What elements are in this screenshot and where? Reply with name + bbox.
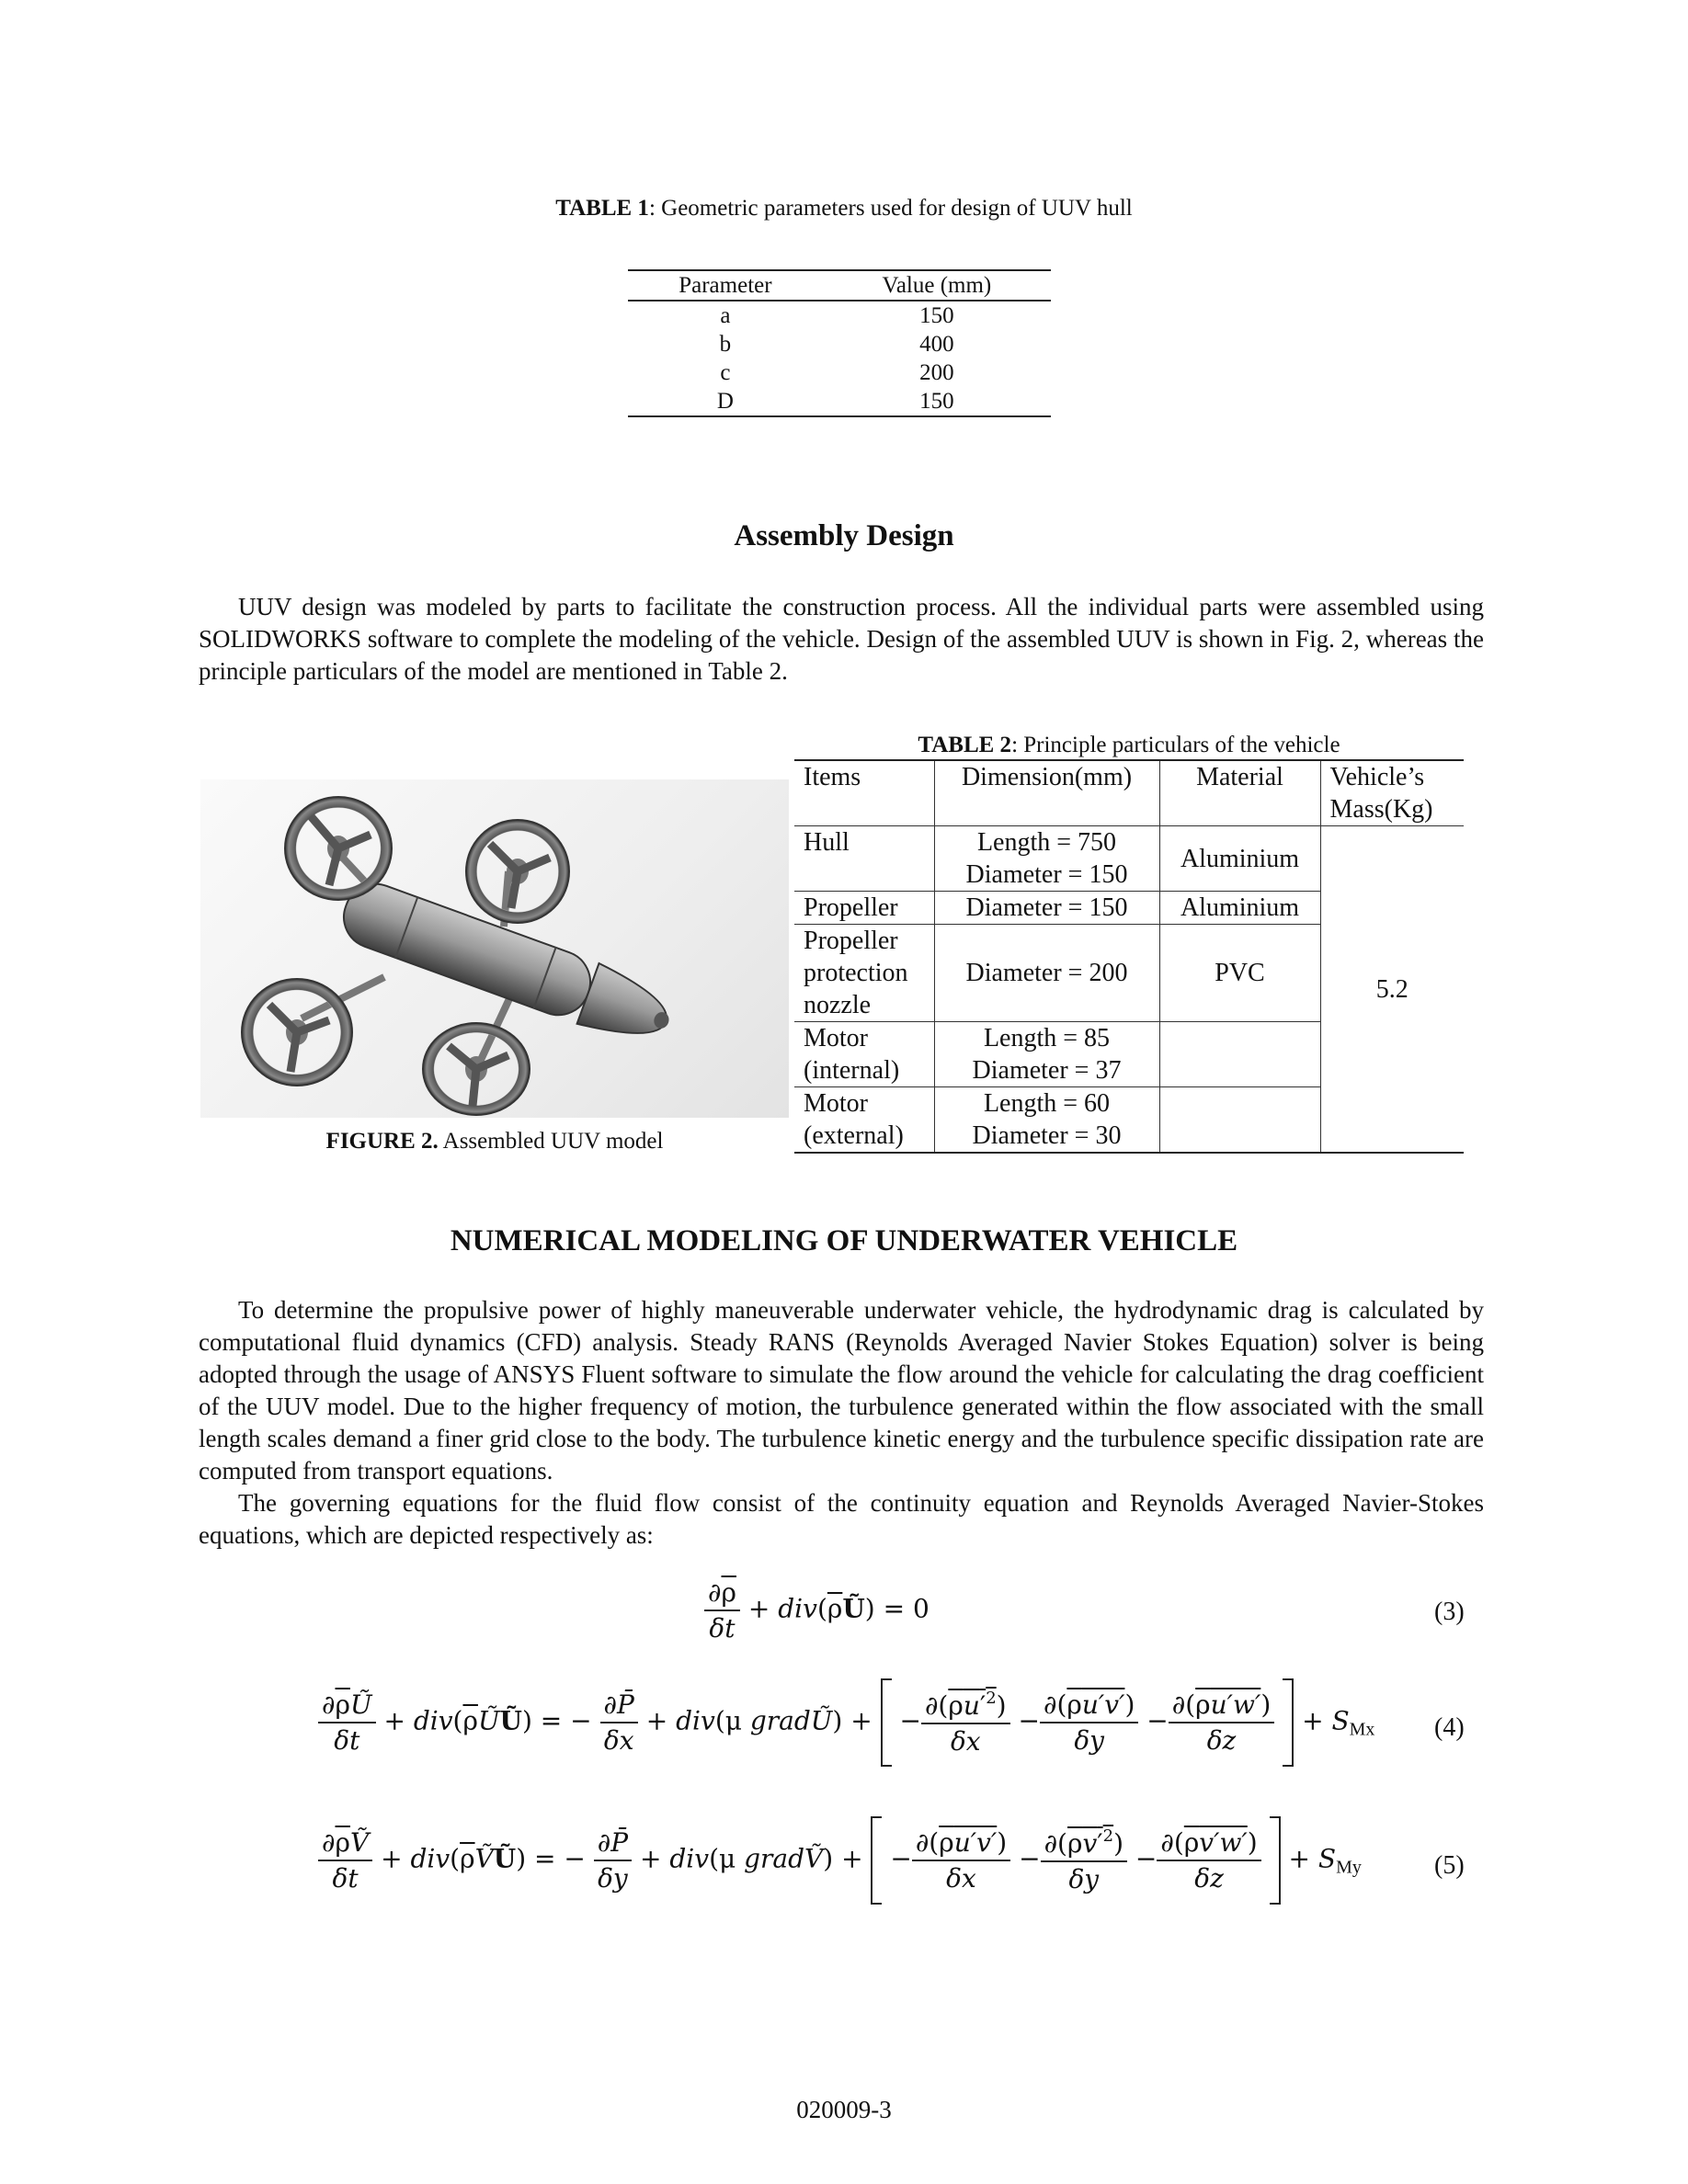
table-row: D 150 (628, 387, 1051, 416)
numerical-paragraph-2: The governing equations for the fluid flow consist of the continuity equation and Reynolds Averaged Navier-Stokes equations, which are depicted respectively as: (199, 1489, 1484, 1549)
table2 (794, 759, 1464, 1154)
table-row: Propeller protection nozzle Diameter = 200 PVC (794, 925, 1464, 1022)
assembly-paragraph: UUV design was modeled by parts to facilitate the construction process. All the individual parts were assembled using SOLIDWORKS software to complete the modeling of the vehicle. Design of the assembled UUV is shown in Fig. 2, whereas the principle particulars of the model are mentioned in Table 2. (199, 593, 1484, 685)
table-row: Motor (external) Length = 60 Diameter = 30 (794, 1087, 1464, 1154)
table2-caption: TABLE 2: Principle particulars of the vehicle (918, 733, 1340, 757)
table-row: c 200 (720, 360, 954, 385)
table-row: a 150 (720, 303, 954, 328)
section-heading-assembly: Assembly Design (734, 519, 954, 552)
table-row: Propeller Diameter = 150 Aluminium (794, 892, 1464, 925)
table-row: Motor (internal) Length = 85 Diameter = 37 (794, 1022, 1464, 1087)
table1-header-value: Value (mm) (823, 270, 1051, 301)
equation-5: $\frac{\partial\overline{\rho}Ṽ}{\delta t}$ + $div(\overline{\rho}ṼŨ)$ = − $\frac{\partial P̄}{\delta y}$ + div(μ gradṼ) + − $\frac{\partial(\rho u'v')}{\delta x}$ − $\frac{\partial(\rho v'^2)}{\delta y}$ − $\frac{\partial(\rho v'w')}{\delta z}$ + $S_{My}$ (318, 1816, 1362, 1905)
table-row: Hull Length = 750 Diameter = 150 Aluminium 5.2 (794, 826, 1464, 892)
numerical-paragraphs (199, 1294, 1484, 1552)
section-heading-numerical: NUMERICAL MODELING OF UNDERWATER VEHICLE (450, 1224, 1238, 1257)
equation-4-number: (4) (1434, 1713, 1465, 1742)
uuv-model-illustration (200, 779, 789, 1118)
equation-3-number: (3) (1434, 1598, 1465, 1626)
figure2-caption: FIGURE 2. Assembled UUV model (325, 1129, 664, 1154)
page-number: 020009-3 (796, 2096, 892, 2123)
table-row: b 400 (719, 332, 954, 357)
table1-header-parameter: Parameter (628, 270, 823, 301)
vehicle-mass: 5.2 (1320, 826, 1464, 1154)
uuv-figure-image (200, 779, 789, 1118)
numerical-paragraph-1: To determine the propulsive power of highly maneuverable underwater vehicle, the hydrodynamic drag is calculated by computational fluid dynamics (CFD) analysis. Steady RANS (Reynolds Averaged Navier Stokes Equation) solver is being adopted through the usage of ANSYS Fluent software to simulate the flow around the vehicle for calculating the drag coefficient of the UUV model. Due to the higher frequency of motion, the turbulence generated within the flow associated with the small length scales demand a finer grid close to the body. The turbulence kinetic energy and the turbulence specific dissipation rate are computed from transport equations. (199, 1296, 1484, 1484)
table-row: Items Dimension(mm) Material Vehicle’s Mass(Kg) (794, 760, 1464, 826)
equation-3: $\frac{\partial\overline{\rho}}{\delta t}$ + $div(\overline{\rho}Ũ) = 0$ (704, 1577, 930, 1644)
equation-5-number: (5) (1434, 1851, 1465, 1880)
table1-caption: TABLE 1: Geometric parameters used for design of UUV hull (555, 196, 1133, 221)
table1 (628, 269, 1051, 417)
equation-4: $\frac{\partial\overline{\rho}Ũ}{\delta t}$ + $div(\overline{\rho}ŨŨ)$ = − $\frac{\partial P̄}{\delta x}$ + div(μ gradŨ) + − $\frac{\partial(\rho u'^2)}{\delta x}$ − $\frac{\partial(\rho u'v')}{\delta y}$ − $\frac{\partial(\rho u'w')}{\delta z}$ + $S_{Mx}$ (318, 1678, 1374, 1767)
